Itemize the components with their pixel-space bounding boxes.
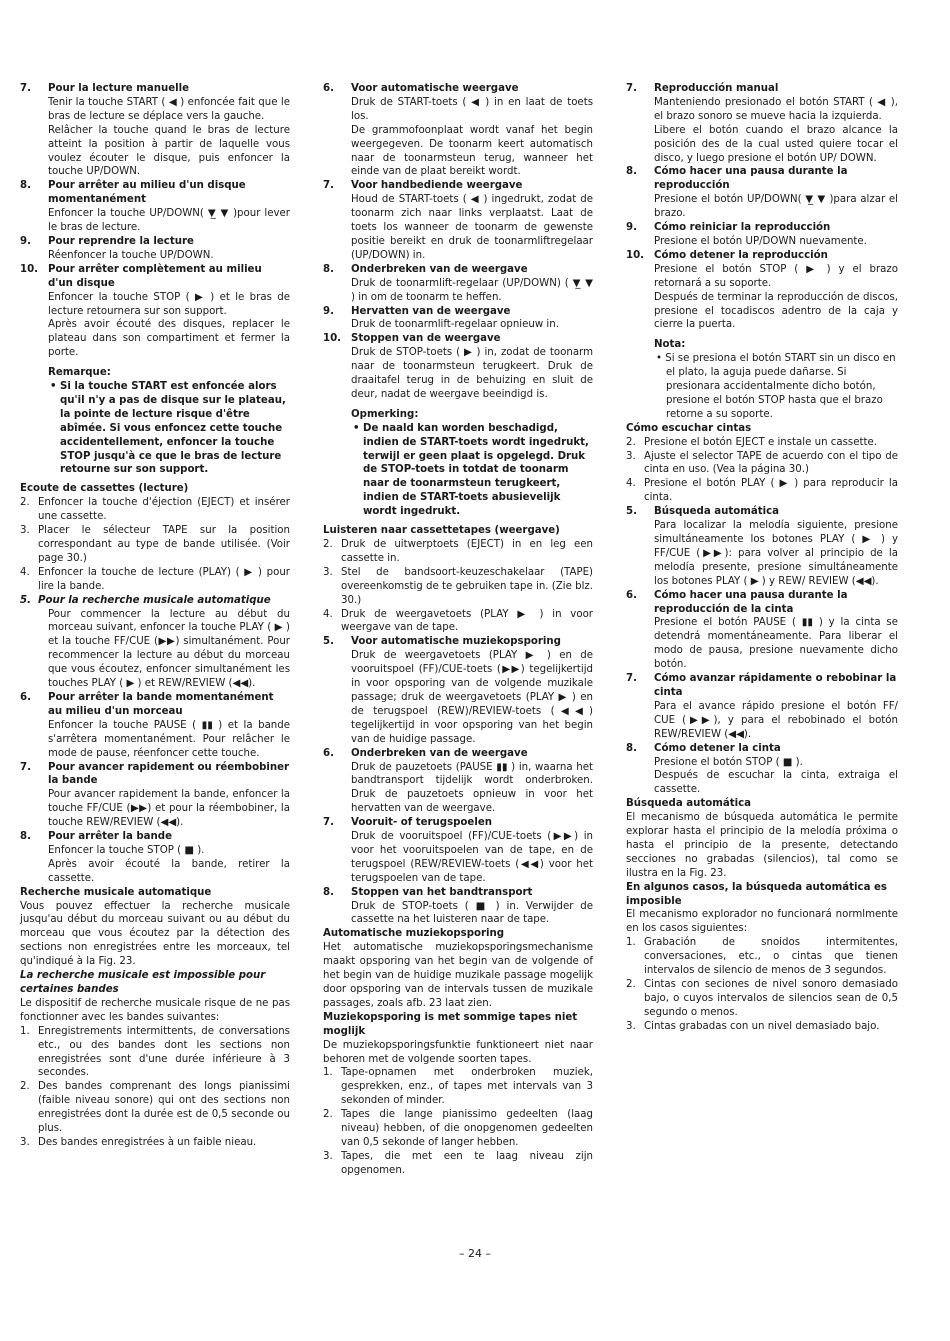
step-number: 1. bbox=[20, 1025, 30, 1037]
text: Reproducción manual bbox=[654, 83, 779, 94]
step-text bbox=[626, 96, 898, 124]
step-number: 2. bbox=[626, 979, 636, 990]
step-heading bbox=[626, 165, 898, 193]
text: Des bandes enregistrées à un faible nieau. bbox=[38, 1136, 257, 1148]
text: La recherche musicale est impossible pour certaines bandes bbox=[20, 970, 266, 995]
numbered-step bbox=[323, 1066, 593, 1108]
section-heading bbox=[20, 886, 290, 900]
text: Tapes die lange pianissimo gedeelten (laag niveau) hebben, of die onopgenomen gedeelten van 0,5 sekonde of langer hebben. bbox=[341, 1109, 593, 1148]
text: Stoppen van de weergave bbox=[351, 333, 501, 345]
text: Cómo hacer una pausa durante la reproducción de la cinta bbox=[654, 589, 848, 615]
text: Placer le sélecteur TAPE sur la position correspondant au type de bande utilisée. (Voir page 30.) bbox=[38, 525, 290, 564]
text: Pour commencer la lecture au début du morceau suivant, enfoncer la touche PLAY ( ▶ ) et la touche FF/CUE (▶▶) simultanément. Pour recommencer la lecture au début du morceau que vous écoutez, enfoncer simultanément les touches PLAY ( ▶ ) et REW/REVIEW (◀◀). bbox=[48, 608, 290, 690]
text: Presione el botón STOP ( ■ ). bbox=[654, 756, 803, 768]
text: • De naald kan worden beschadigd, indien de START-toets wordt ingedrukt, terwijl er geen plaat is opgelegd. Druk de STOP-toets in totdat de toonarm naar de toonarmsteun terugkeert, indien de START-toets abusievelijk wordt ingedrukt. bbox=[353, 422, 589, 518]
text: Después de terminar la reproducción de discos, presione el tocadiscos adentro de la caja y cierre la puerta. bbox=[654, 291, 898, 331]
text: El mecanismo explorador no funcionará normlmente en los casos siguientes: bbox=[626, 909, 898, 935]
text: Onderbreken van de weergave bbox=[351, 263, 528, 275]
text: Presione el botón PLAY ( ▶ ) para reproducir la cinta. bbox=[644, 478, 898, 504]
numbered-step bbox=[20, 496, 290, 524]
text: Muziekopsporing is met sommige tapes niet moglijk bbox=[323, 1011, 578, 1037]
step-text bbox=[323, 96, 593, 124]
text: Druk de weergavetoets (PLAY ▶ ) in voor weergave van de tape. bbox=[341, 608, 593, 634]
text: Druk de weergavetoets (PLAY ▶ ) en de vooruitspoel (FF)/CUE-toets (▶▶) tegelijkertijd in voor opsporing van de volgende muzikale passage; druk de weergavetoets (PLAY ▶ ) en de terugspoel (REW)/REVIEW-toets (◀◀) tegelijkertijd in voor opsporing van het begin van de huidige passage. bbox=[351, 650, 593, 745]
text: Libere el botón cuando el brazo alcance la posición des de la cual usted quiere tocar el disco, y luego presione el botón UP/ DOWN. bbox=[654, 124, 898, 164]
text: Cintas con seciones de nivel sonoro demasiado bajo, o cuyos intervalos de silencios sean de 0,5 segundo o menos. bbox=[644, 979, 898, 1018]
step-heading bbox=[626, 505, 898, 519]
numbered-step bbox=[323, 1108, 593, 1150]
step-text bbox=[626, 291, 898, 333]
step-heading bbox=[20, 830, 290, 844]
text: Enfoncer la touche STOP ( ▶ ) et le bras de lecture retournera sur son support. bbox=[48, 291, 290, 317]
text: Druk de START-toets ( ◀ ) in en laat de toets los. bbox=[351, 96, 593, 122]
section-heading bbox=[626, 881, 898, 909]
step-number: 10. bbox=[20, 263, 39, 275]
step-heading bbox=[323, 635, 593, 649]
numbered-step bbox=[626, 978, 898, 1020]
text: Tapes, die met een te laag niveau zijn opgenomen. bbox=[341, 1150, 593, 1176]
text: Hervatten van de weergave bbox=[351, 305, 511, 317]
text: Des bandes comprenant des longs pianissimi (faible niveau sonore) qui ont des sections non enregistrées dont la durée est de 0,5 seconde ou plus. bbox=[38, 1081, 290, 1135]
text: Cintas grabadas con un nivel demasiado bajo. bbox=[644, 1020, 880, 1032]
step-text bbox=[20, 318, 290, 360]
step-heading bbox=[323, 305, 593, 319]
step-text bbox=[20, 249, 290, 263]
text: Druk de pauzetoets (PAUSE ▮▮ ) in, waarna het bandtransport tijdelijk wordt onderbroken. Druk de pauzetoets opnieuw in voor het hervatten van de weergave. bbox=[351, 761, 593, 815]
step-number: 10. bbox=[626, 249, 645, 261]
step-number: 7. bbox=[20, 83, 31, 94]
text: Ecoute de cassettes (lecture) bbox=[20, 483, 189, 495]
step-number: 8. bbox=[323, 886, 334, 898]
step-heading bbox=[626, 82, 898, 96]
numbered-step bbox=[626, 477, 898, 505]
numbered-step bbox=[626, 436, 898, 450]
step-text bbox=[20, 291, 290, 319]
numbered-step bbox=[323, 1150, 593, 1178]
text: Cómo detener la reproducción bbox=[654, 249, 828, 261]
text: Manteniendo presionado el botón START ( ◀ ), el brazo sonoro se mueve hacia la izquierda. bbox=[654, 96, 898, 122]
numbered-step bbox=[323, 538, 593, 566]
text: Enfoncer la touche PAUSE ( ▮▮ ) et la bande s'arrêtera momentanément. Pour relâcher le mode de pause, réenfoncer cette touche. bbox=[48, 719, 290, 759]
text: Réenfoncer la touche UP/DOWN. bbox=[48, 249, 214, 261]
text: Enregistrements intermittents, de conversations etc., ou des bandes dont les sections non enregistrées sont d'une durée inférieure à 3 secondes. bbox=[38, 1025, 290, 1079]
text: Voor handbediende weergave bbox=[351, 180, 523, 192]
text: Vooruit- of terugspoelen bbox=[351, 817, 492, 829]
section-heading bbox=[20, 969, 290, 997]
text: De muziekopsporingsfunktie funktioneert niet naar behoren met de volgende soorten tapes. bbox=[323, 1039, 593, 1065]
step-number: 3. bbox=[20, 525, 30, 537]
numbered-step bbox=[20, 1136, 290, 1150]
text: Voor automatische weergave bbox=[351, 83, 519, 94]
page-number: – 24 – bbox=[459, 1247, 491, 1260]
step-text bbox=[626, 124, 898, 166]
text: Luisteren naar cassettetapes (weergave) bbox=[323, 525, 560, 537]
step-text bbox=[323, 649, 593, 746]
step-text bbox=[626, 519, 898, 589]
column-dutch bbox=[323, 82, 593, 1178]
step-number: 6. bbox=[323, 747, 334, 759]
step-number: 6. bbox=[20, 691, 31, 703]
text: Houd de START-toets ( ◀ ) ingedrukt, zodat de toonarm zich naar links verplaatst. Laat de toets los wanneer de toonarm de gewenste positie bereikt en druk de toonarmliftregelaar (UP/DOWN) in. bbox=[351, 194, 593, 261]
numbered-step bbox=[20, 1080, 290, 1136]
section-heading bbox=[626, 422, 898, 436]
step-heading bbox=[626, 672, 898, 700]
text: Pour reprendre la lecture bbox=[48, 235, 194, 247]
step-number: 6. bbox=[323, 83, 334, 94]
text: Tape-opnamen met onderbroken muziek, gesprekken, enz., of tapes met intervals van 3 sekonden of minder. bbox=[341, 1067, 593, 1107]
step-number: 10. bbox=[323, 333, 342, 345]
step-number: 2. bbox=[20, 1081, 30, 1093]
text: Enfoncer la touche de lecture (PLAY) ( ▶ ) pour lire la bande. bbox=[38, 566, 290, 592]
remark-title bbox=[323, 408, 593, 422]
text: Onderbreken van de weergave bbox=[351, 747, 528, 759]
step-heading bbox=[323, 179, 593, 193]
step-text bbox=[20, 858, 290, 886]
section-heading bbox=[626, 797, 898, 811]
numbered-step bbox=[323, 566, 593, 608]
step-number: 9. bbox=[626, 222, 637, 234]
step-heading bbox=[626, 589, 898, 617]
remark-title bbox=[626, 338, 898, 352]
text: En algunos casos, la búsqueda automática es imposible bbox=[626, 881, 887, 907]
step-text bbox=[20, 608, 290, 691]
text: Stoppen van het bandtransport bbox=[351, 886, 533, 898]
paragraph bbox=[323, 941, 593, 1011]
text: Pour arrêter au milieu d'un disque momentanément bbox=[48, 180, 246, 206]
text: Presione el botón STOP ( ▶ ) y el brazo retornará a su soporte. bbox=[654, 263, 898, 289]
text: Para el avance rápido presione el botón FF/ CUE (▶▶), y para el rebobinado el botón REW/REVIEW (◀◀). bbox=[654, 700, 898, 740]
text: Het automatische muziekopsporingsmechanisme maakt opsporing van het begin van de volgende of het begin van de huidige muzikale passage mogelijk door opsporing van de intervals tussen de muzikale passages, zoals afb. 23 laat zien. bbox=[323, 942, 593, 1009]
step-number: 9. bbox=[323, 305, 334, 317]
step-text bbox=[323, 900, 593, 928]
text: Presione el botón PAUSE ( ▮▮ ) y la cinta se detendrá momentáneamente. Para liberar el modo de pausa, presione nuevamente dicho botón. bbox=[654, 617, 898, 671]
text: Tenir la touche START ( ◀ ) enfoncée fait que le bras de lecture se déplace vers la gauche. bbox=[48, 96, 290, 122]
step-text bbox=[20, 844, 290, 858]
text: Après avoir écouté des disques, replacer le plateau dans son compartiment et fermer la porte. bbox=[48, 319, 290, 359]
text: Nota: bbox=[654, 339, 686, 351]
step-number: 5. bbox=[20, 594, 31, 606]
step-heading bbox=[626, 742, 898, 756]
text: Druk de STOP-toets ( ■ ) in. Verwijder de cassette na het luisteren naar de tape. bbox=[351, 900, 593, 926]
text: Cómo hacer una pausa durante la reproducción bbox=[654, 166, 848, 192]
text: Pour la lecture manuelle bbox=[48, 83, 190, 94]
text: Le dispositif de recherche musicale risque de ne pas fonctionner avec les bandes suivantes: bbox=[20, 997, 290, 1023]
text: • Si la touche START est enfoncée alors qu'il n'y a pas de disque sur le plateau, la pointe de lecture risque d'être abîmée. Si vous enfoncez cette touche accidentellement, enfoncer la touche STOP jusqu'à ce que le bras de lecture retourne sur son support. bbox=[50, 381, 286, 476]
step-number: 4. bbox=[323, 608, 333, 620]
numbered-step bbox=[626, 1020, 898, 1034]
step-number: 8. bbox=[323, 263, 334, 275]
step-heading bbox=[323, 263, 593, 277]
step-text bbox=[323, 124, 593, 180]
paragraph bbox=[323, 1039, 593, 1067]
step-heading bbox=[323, 886, 593, 900]
step-number: 4. bbox=[626, 478, 636, 490]
step-heading bbox=[323, 816, 593, 830]
text: Vous pouvez effectuer la recherche musicale jusqu'au début du morceau suivant ou au début du morceau que vous écoutez par la détection des sections non enregistrées entre les morceaux, tel qu'indiqué à la Fig. 23. bbox=[20, 900, 290, 968]
step-text bbox=[626, 700, 898, 742]
step-number: 8. bbox=[20, 180, 31, 192]
step-text bbox=[20, 719, 290, 761]
step-number: 1. bbox=[626, 937, 636, 949]
text: Cómo reiniciar la reproducción bbox=[654, 222, 831, 234]
numbered-step bbox=[626, 936, 898, 978]
step-heading bbox=[20, 82, 290, 96]
step-number: 2. bbox=[20, 497, 30, 509]
step-text bbox=[626, 616, 898, 672]
step-number: 7. bbox=[323, 180, 334, 192]
step-text bbox=[323, 277, 593, 305]
step-number: 5. bbox=[626, 506, 637, 518]
text: Voor automatische muziekopsporing bbox=[351, 636, 561, 648]
column-spanish bbox=[626, 82, 898, 1034]
step-number: 9. bbox=[20, 235, 31, 247]
numbered-step bbox=[20, 1025, 290, 1081]
text: Presione el botón EJECT e instale un cassette. bbox=[644, 436, 877, 448]
step-number: 1. bbox=[323, 1067, 333, 1079]
step-heading bbox=[20, 235, 290, 249]
step-number: 7. bbox=[323, 817, 334, 829]
section-heading bbox=[323, 524, 593, 538]
text: Druk de STOP-toets ( ▶ ) in, zodat de toonarm naar de toonarmsteun terugkeert. Druk de draaitafel terug in de behuizing en sluit de deur, nadat de weergave beeindigd is. bbox=[351, 347, 593, 400]
step-number: 3. bbox=[626, 450, 636, 462]
text: Ajuste el selector TAPE de acuerdo con el tipo de cinta en uso. (Vea la página 30.) bbox=[644, 450, 898, 476]
step-number: 5. bbox=[323, 636, 334, 648]
step-text bbox=[626, 263, 898, 291]
text: Stel de bandsoort-keuzeschakelaar (TAPE) overeenkomstig de te gebruiken tape in. (Zie blz. 30.) bbox=[341, 566, 593, 606]
step-text bbox=[626, 235, 898, 249]
remark-title bbox=[20, 366, 290, 380]
text: Pour arrêter la bande momentanément au milieu d'un morceau bbox=[48, 691, 274, 717]
text: Automatische muziekopsporing bbox=[323, 928, 505, 940]
paragraph bbox=[20, 997, 290, 1025]
step-number: 7. bbox=[626, 673, 637, 685]
text: Druk de toonarmlift-regelaar (UP/DOWN) ( ▼̲ ▼ ) in om de toonarm te heffen. bbox=[351, 277, 593, 303]
step-text bbox=[626, 756, 898, 770]
step-number: 6. bbox=[626, 589, 637, 601]
step-number: 8. bbox=[626, 742, 637, 754]
paragraph bbox=[626, 811, 898, 881]
step-number: 3. bbox=[626, 1020, 636, 1032]
step-heading bbox=[20, 691, 290, 719]
text: Enfoncer la touche d'éjection (EJECT) et insérer une cassette. bbox=[38, 497, 290, 523]
step-text bbox=[626, 769, 898, 797]
step-number: 8. bbox=[626, 166, 637, 178]
text: Después de escuchar la cinta, extraiga el cassette. bbox=[654, 770, 898, 796]
text: Cómo avanzar rápidamente o rebobinar la cinta bbox=[654, 673, 897, 698]
step-text bbox=[323, 318, 593, 332]
text: Après avoir écouté la bande, retirer la cassette. bbox=[48, 858, 290, 884]
text: De grammofoonplaat wordt vanaf het begin weergegeven. De toonarm keert automatisch naar de toonarmsteun terug, wanneer het einde van de plaat bereikt wordt. bbox=[351, 124, 593, 178]
text: Opmerking: bbox=[351, 408, 419, 420]
step-text bbox=[20, 207, 290, 235]
step-heading bbox=[20, 761, 290, 789]
step-text bbox=[20, 788, 290, 830]
paragraph bbox=[626, 908, 898, 936]
numbered-step bbox=[626, 450, 898, 478]
numbered-step bbox=[20, 566, 290, 594]
step-number: 4. bbox=[20, 566, 30, 578]
text: Recherche musicale automatique bbox=[20, 886, 212, 898]
step-heading bbox=[626, 249, 898, 263]
step-number: 7. bbox=[626, 83, 637, 94]
text: Pour arrêter la bande bbox=[48, 831, 173, 843]
text: • Si se presiona el botón START sin un disco en el plato, la aguja puede dañarse. Si presionara accidentalmente dicho botón, presione el botón STOP hasta que el brazo retorne a su soporte. bbox=[656, 353, 896, 420]
step-heading bbox=[323, 82, 593, 96]
column-french bbox=[20, 82, 290, 1150]
step-heading bbox=[626, 221, 898, 235]
step-number: 2. bbox=[323, 539, 333, 550]
text: Druk de toonarmlift-regelaar opnieuw in. bbox=[351, 319, 559, 331]
text: El mecanismo de búsqueda automática le permite explorar hasta el principio de la melodía próxima o hasta el principio de la presente, detectando secciones no grabadas (silencios), tal como se ilustra en la Fig. 23. bbox=[626, 812, 898, 879]
text: Presione el botón UP/DOWN( ▼̲ ▼ )para alzar el brazo. bbox=[654, 194, 898, 220]
text: Pour la recherche musicale automatique bbox=[38, 594, 271, 606]
text: Búsqueda automática bbox=[626, 798, 752, 810]
step-number: 3. bbox=[20, 1136, 30, 1148]
text: Para localizar la melodía siguiente, presione simultáneamente los botones PLAY ( ▶ ) y FF/CUE (▶▶): para volver al principio de la melodía presente, presione simultáneamente los botones PLAY ( ▶ ) y REW/ REVIEW (◀◀). bbox=[654, 520, 898, 587]
paragraph bbox=[20, 900, 290, 970]
step-text bbox=[323, 830, 593, 886]
text: Cómo escuchar cintas bbox=[626, 422, 752, 434]
step-text bbox=[20, 96, 290, 124]
section-heading bbox=[323, 927, 593, 941]
step-text bbox=[323, 346, 593, 402]
numbered-step-heading bbox=[20, 594, 290, 608]
step-text bbox=[323, 193, 593, 263]
text: Cómo detener la cinta bbox=[654, 742, 781, 754]
text: Enfoncer la touche UP/DOWN( ▼̲ ▼ )pour lever le bras de lecture. bbox=[48, 208, 290, 234]
step-heading bbox=[20, 179, 290, 207]
step-heading bbox=[20, 263, 290, 291]
section-heading bbox=[20, 482, 290, 496]
step-number: 8. bbox=[20, 831, 31, 843]
numbered-step bbox=[323, 608, 593, 636]
step-text bbox=[323, 761, 593, 817]
step-number: 7. bbox=[20, 761, 31, 773]
text: Pour arrêter complètement au milieu d'un disque bbox=[48, 263, 262, 289]
remark-note bbox=[20, 380, 290, 477]
numbered-step bbox=[20, 524, 290, 566]
step-number: 3. bbox=[323, 566, 333, 578]
text: Druk de vooruitspoel (FF)/CUE-toets (▶▶) in voor het vooruitspoelen van de tape, en de terugspoel (REW/REVIEW-toets (◀◀) voor het terugspoelen van de tape. bbox=[351, 831, 593, 884]
step-number: 2. bbox=[323, 1109, 333, 1121]
text: Pour avancer rapidement la bande, enfoncer la touche FF/CUE (▶▶) et pour la réembobiner, la touche REW/REVIEW (◀◀). bbox=[48, 789, 290, 829]
step-heading bbox=[323, 747, 593, 761]
section-heading bbox=[323, 1011, 593, 1039]
step-text bbox=[626, 193, 898, 221]
step-number: 3. bbox=[323, 1150, 333, 1162]
remark-note bbox=[323, 422, 593, 519]
text: Druk de uitwerptoets (EJECT) in en leg een cassette in. bbox=[341, 539, 593, 564]
text: Relâcher la touche quand le bras de lecture atteint la position à partir de laquelle vous voulez écouter le disque, puis enfoncer la touche UP/DOWN. bbox=[48, 124, 290, 178]
step-number: 2. bbox=[626, 436, 636, 448]
text: Búsqueda automática bbox=[654, 506, 780, 518]
remark-note bbox=[626, 352, 898, 422]
text: Enfoncer la touche STOP ( ■ ). bbox=[48, 844, 205, 856]
text: Pour avancer rapidement ou réembobiner la bande bbox=[48, 761, 290, 787]
text: Remarque: bbox=[48, 367, 111, 379]
text: Grabación de snoidos intermitentes, conversaciones, etc., o cintas que tienen intervalos de silencio de menos de 3 segundos. bbox=[644, 937, 898, 977]
text: Presione el botón UP/DOWN nuevamente. bbox=[654, 235, 867, 247]
step-heading bbox=[323, 332, 593, 346]
step-text bbox=[20, 124, 290, 180]
